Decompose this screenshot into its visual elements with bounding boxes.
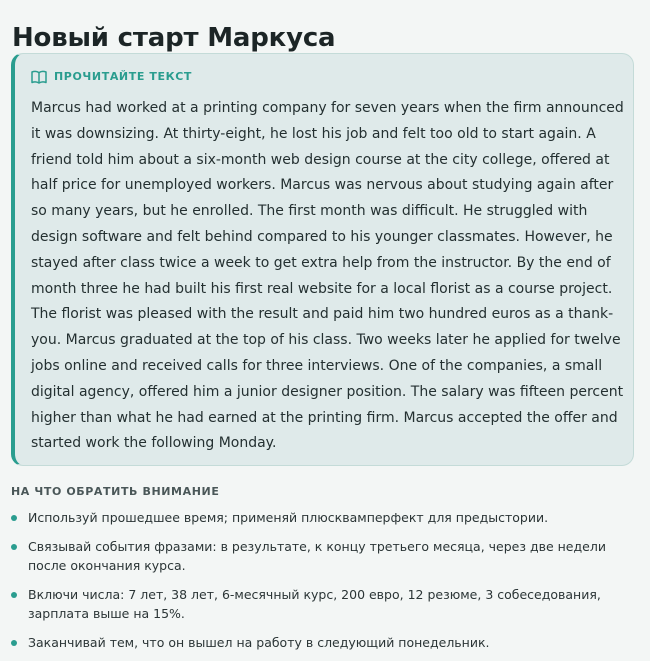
tip-text: Включи числа: 7 лет, 38 лет, 6-месячный курс, 200 евро, 12 резюме, 3 собеседования, зарплата выше на 15%. [28, 586, 601, 621]
reading-card-header [31, 69, 192, 83]
bullet-dot-icon [11, 592, 17, 598]
bullet-dot-icon [11, 544, 17, 550]
tips-list [11, 508, 631, 661]
tip-item [11, 537, 631, 576]
tip-item [11, 508, 631, 528]
reading-card [11, 53, 634, 466]
book-icon [31, 69, 47, 83]
page-title: Новый старт Маркуса [12, 23, 336, 54]
bullet-dot-icon [11, 640, 17, 646]
tip-text: Используй прошедшее время; применяй плюсквамперфект для предыстории. [28, 510, 549, 525]
bullet-dot-icon [11, 515, 17, 521]
tip-item [11, 585, 631, 624]
reading-card-label: ПРОЧИТАЙТЕ ТЕКСТ [54, 69, 192, 83]
tip-text: Связывай события фразами: в результате, к концу третьего месяца, через две недели после окончания курса. [28, 538, 606, 573]
tip-item [11, 633, 631, 653]
story-text: Marcus had worked at a printing company for seven years when the firm announced it was downsizing. At thirty-eight, he lost his job and felt too old to start again. A friend told him about a six-month web design course at the city college, offered at half price for unemployed workers. Marcus was nervous about studying again after so many years, but he enrolled. The first month was difficult. He struggled with design software and felt behind compared to his younger classmates. However, he stayed after class twice a week to get extra help from the instructor. By the end of month three he had built his first real website for a local florist as a course project. The florist was pleased with the result and paid him two hundred euros as a thank-you. Marcus graduated at the top of his class. Two weeks later he applied for twelve jobs online and received calls for three interviews. One of the companies, a small digital agency, offered him a junior designer position. The salary was fifteen percent higher than what he had earned at the printing firm. Marcus accepted the offer and started work the following Monday. [31, 100, 624, 452]
tip-text: Заканчивай тем, что он вышел на работу в следующий понедельник. [28, 634, 490, 650]
tips-heading: НА ЧТО ОБРАТИТЬ ВНИМАНИЕ [11, 485, 220, 498]
